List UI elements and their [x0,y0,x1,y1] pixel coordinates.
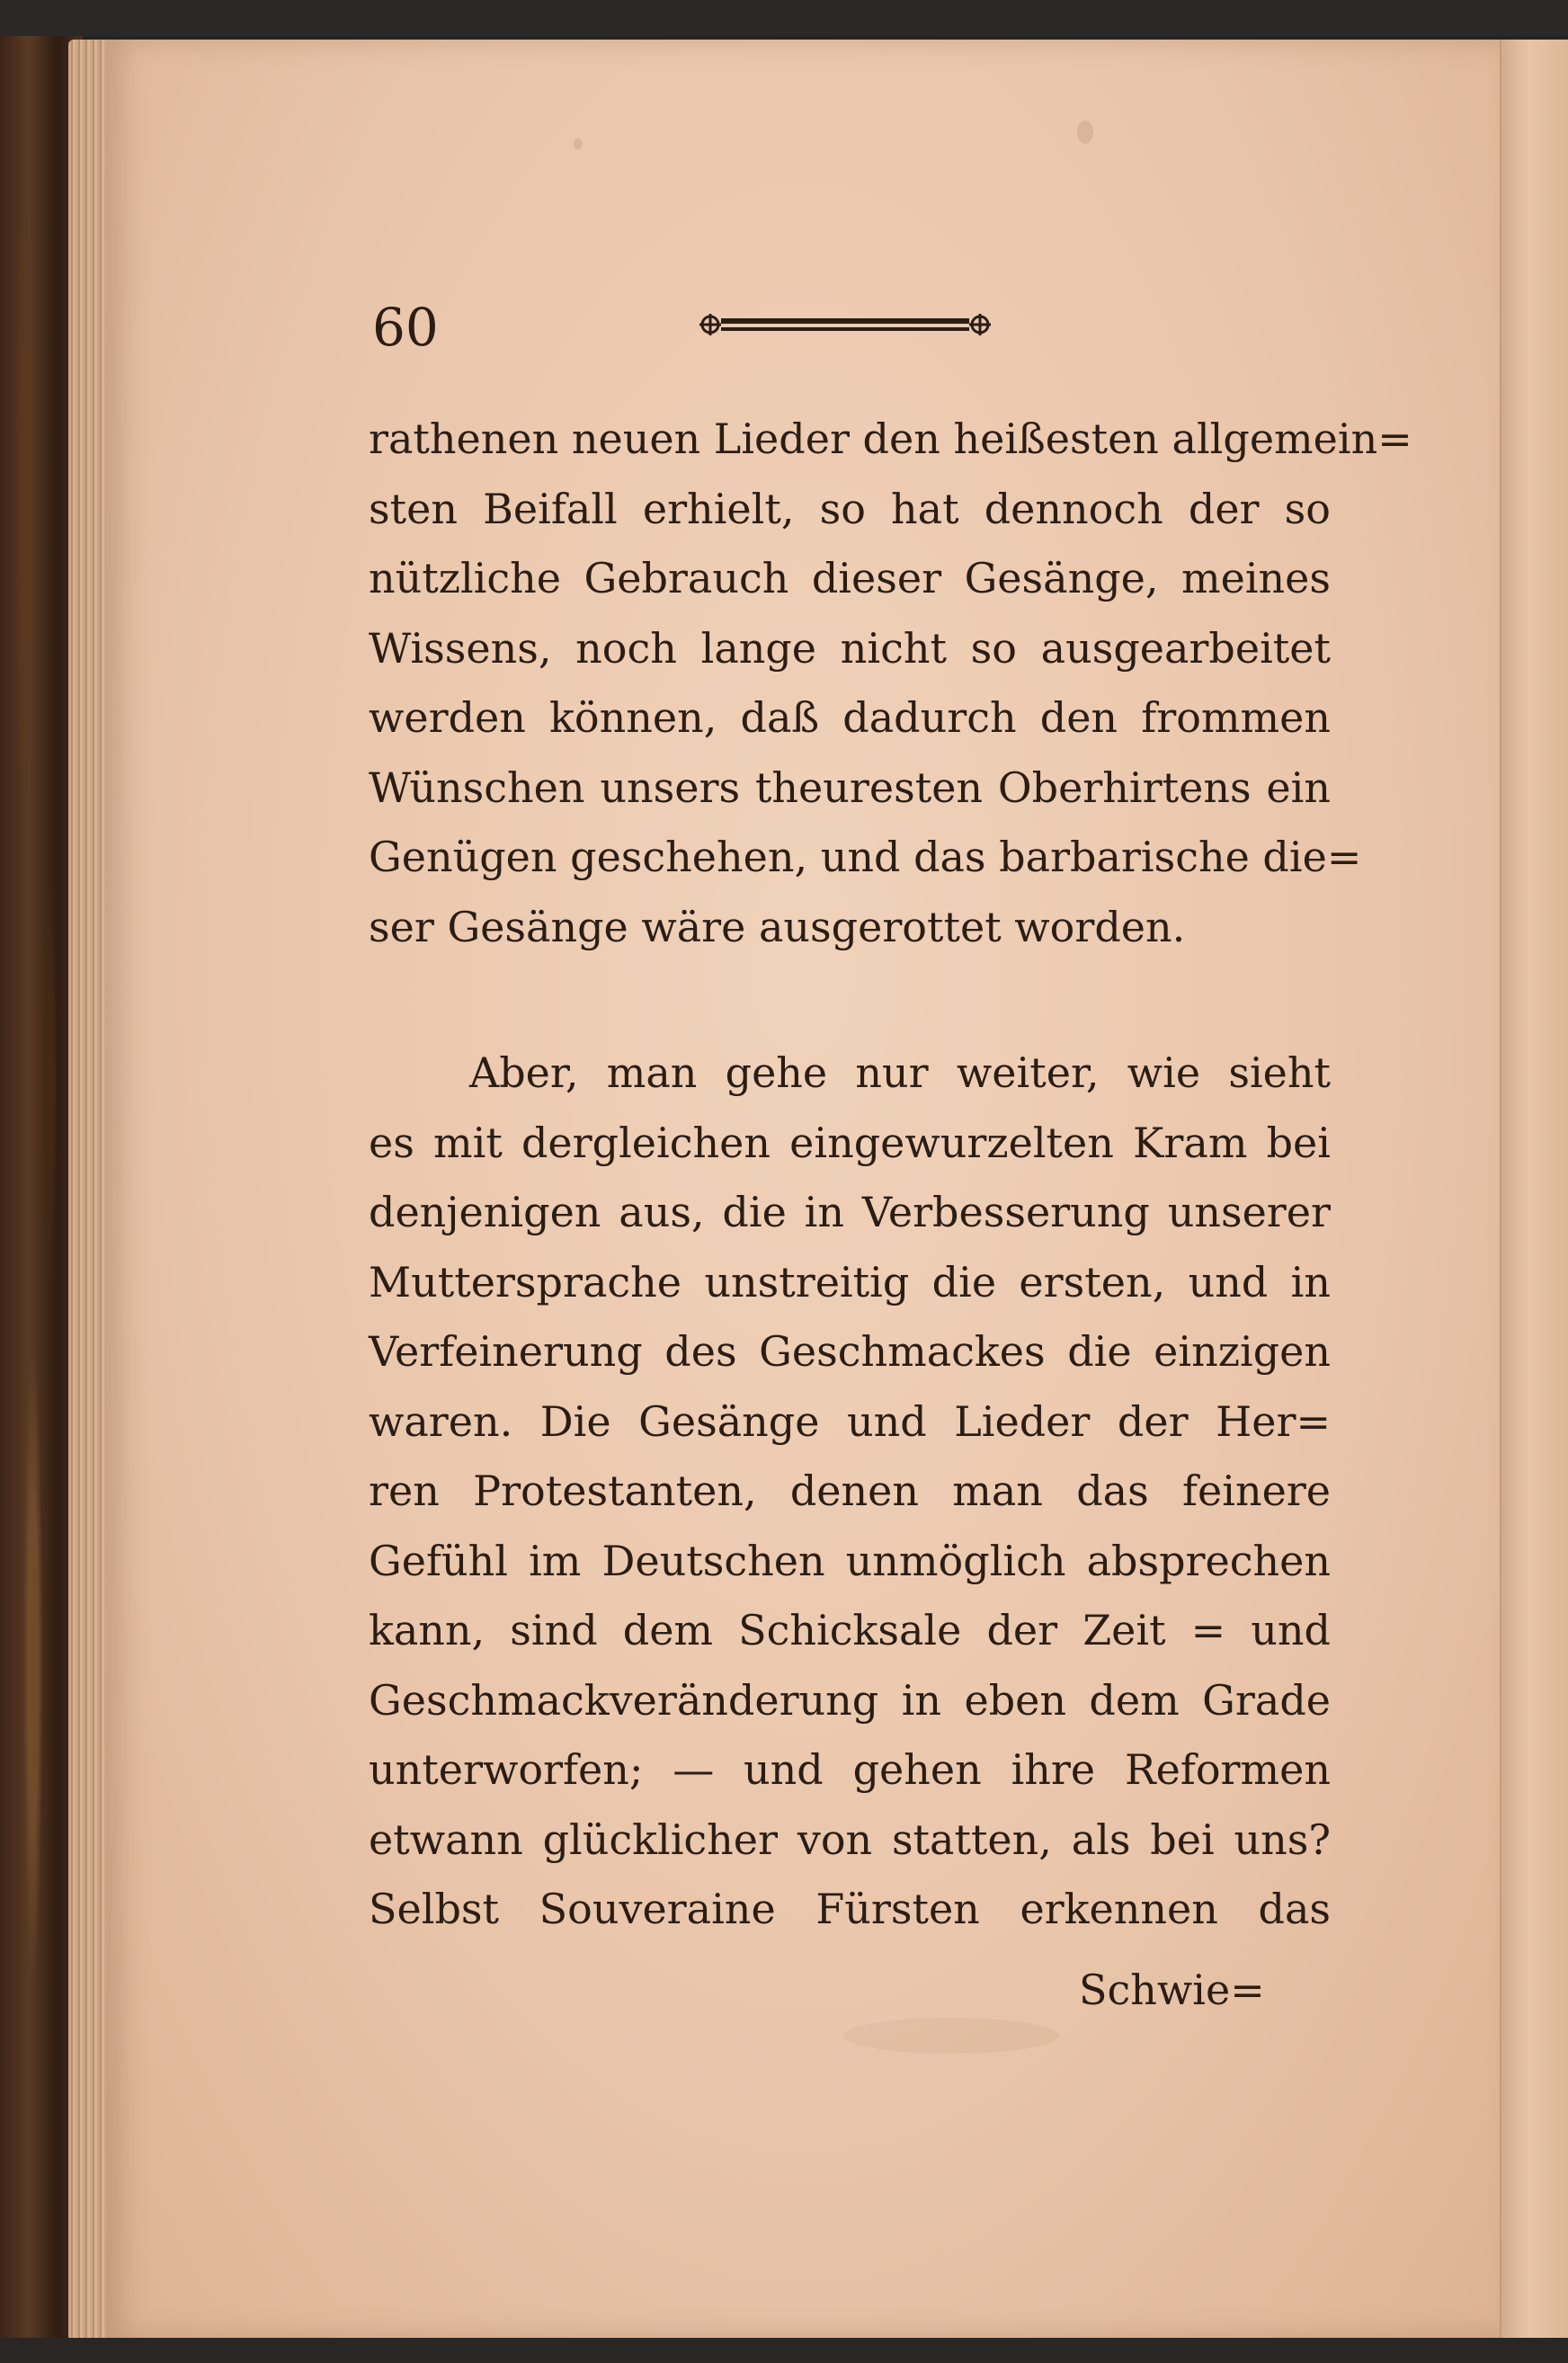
main-text [369,405,1412,1945]
text-line: unterworfen; — und gehen ihre Reformen [369,1745,1331,1794]
text-line: Geschmackveränderung in eben dem Grade [369,1675,1331,1725]
text-line: ser Gesänge wäre ausgerottet worden. [369,902,1186,951]
text-line: Wünschen unsers theuresten Oberhirtens ein [369,762,1331,812]
text-line: denjenigen aus, die in Verbesserung unserer [369,1188,1331,1236]
text-line: Wissens, noch lange nicht so ausgearbeitet [369,623,1331,673]
page-number: 60 [372,297,439,358]
text-line: sten Beifall erhielt, so hat dennoch der so [369,484,1331,533]
text-line: ren Protestanten, denen man das feinere [369,1467,1331,1515]
ink-offset-smudge [843,2018,1059,2054]
text-line: rathenen neuen Lieder den heißesten allgemein= [369,415,1412,463]
text-line: etwann glücklicher von statten, als bei uns? [369,1815,1331,1864]
catchword: Schwie= [1079,1966,1265,2014]
paragraph-gap [369,962,1331,1039]
foxing-spot [1077,120,1093,144]
text-line: Aber, man gehe nur weiter, wie sieht [469,1048,1331,1097]
paragraph-1 [369,405,1412,962]
text-line: Muttersprache unstreitig die ersten, und in [369,1257,1331,1306]
foxing-spot [574,138,583,149]
scan-background-bottom [0,2338,1568,2363]
scan-background-top [0,0,1568,36]
facing-page-edge [1500,40,1568,2338]
paragraph-2 [369,1039,1331,1945]
text-line: Genügen geschehen, und das barbarische die= [369,833,1362,881]
text-line: Verfeinerung des Geschmackes die einzigen [369,1327,1331,1376]
text-line: waren. Die Gesänge und Lieder der Her= [369,1396,1331,1446]
text-line: Gefühl im Deutschen unmöglich absprechen [369,1536,1331,1585]
text-line: nützliche Gebrauch dieser Gesänge, meines [369,554,1331,602]
text-line: werden können, daß dadurch den frommen [369,693,1331,742]
text-line: kann, sind dem Schicksale der Zeit = und [369,1606,1331,1654]
text-line: Selbst Souveraine Fürsten erkennen das [369,1885,1331,1933]
text-line: es mit dergleichen eingewurzelten Kram bei [369,1118,1331,1167]
header-ornament [692,302,998,347]
